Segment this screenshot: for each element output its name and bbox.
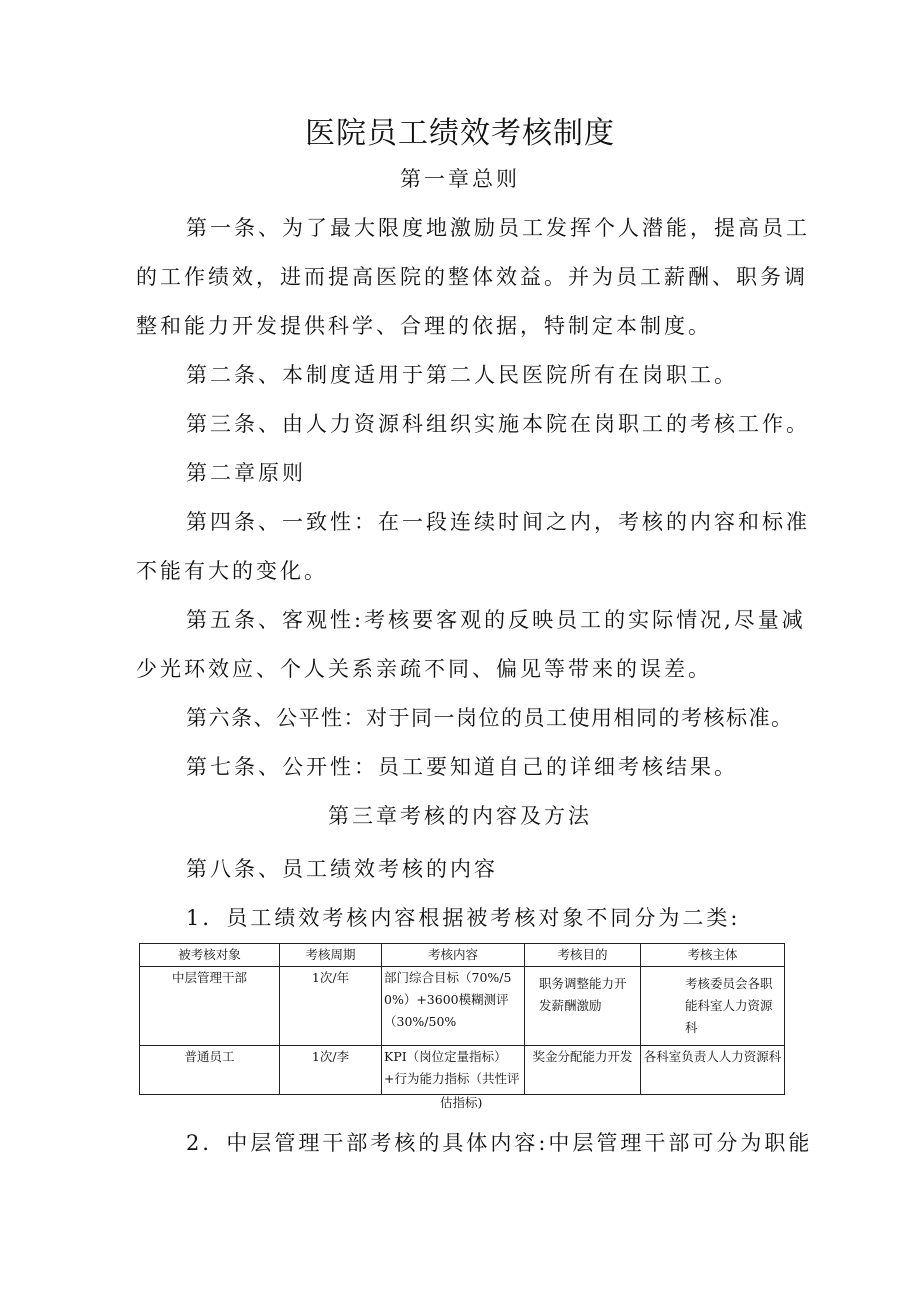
article-text: 少光环效应、个人关系亲疏不同、偏见等带来的误差。: [136, 657, 712, 681]
document-title: 医院员工绩效考核制度: [305, 116, 615, 151]
table-overflow-text: 估指标): [440, 1095, 483, 1110]
article-text: 第八条、员工绩效考核的内容: [186, 857, 498, 881]
table-header-cell: 考核主体: [641, 944, 785, 967]
chapter-heading: 第二章原则: [186, 461, 306, 485]
article-text: 不能有大的变化。: [136, 559, 328, 583]
article-text: 的工作绩效，进而提高医院的整体效益。并为员工薪酬、职务调: [136, 265, 808, 289]
table-header-cell: 被考核对象: [140, 944, 280, 967]
article-text: 整和能力开发提供科学、合理的依据，特制定本制度。: [136, 314, 712, 338]
table-cell: 奖金分配能力开发: [525, 1046, 641, 1095]
chapter-heading: 第三章考核的内容及方法: [328, 804, 592, 828]
table-header-cell: 考核周期: [280, 944, 382, 967]
list-item: 1．员工绩效考核内容根据被考核对象不同分为二类:: [186, 906, 741, 930]
table-cell: KPI（岗位定量指标）+行为能力指标（共性评: [382, 1046, 525, 1095]
assessment-table: [139, 943, 785, 1095]
article-text: 第二条、本制度适用于第二人民医院所有在岗职工。: [186, 363, 738, 387]
article-text: 第六条、公平性：对于同一岗位的员工使用相同的考核标准。: [186, 706, 794, 730]
article-text: 第五条、客观性:考核要客观的反映员工的实际情况,尽量减: [186, 608, 806, 632]
table-row: [140, 1046, 785, 1095]
table-cell: 考核委员会各职能科室人力资源科: [641, 967, 785, 1046]
article-text: 第三条、由人力资源科组织实施本院在岗职工的考核工作。: [186, 412, 810, 436]
table-header-row: [140, 944, 785, 967]
table-row: [140, 967, 785, 1046]
table-cell: 中层管理干部: [140, 967, 280, 1046]
table-cell: 职务调整能力开发薪酬激励: [525, 967, 641, 1046]
article-text: 第七条、公开性：员工要知道自己的详细考核结果。: [186, 755, 738, 779]
table-cell: 部门综合目标（70%/50%）+3600模糊测评（30%/50%: [382, 967, 525, 1046]
table-header-cell: 考核内容: [382, 944, 525, 967]
article-text: 第四条、一致性：在一段连续时间之内，考核的内容和标准: [186, 510, 810, 534]
table-cell: 普通员工: [140, 1046, 280, 1095]
table-header-cell: 考核目的: [525, 944, 641, 967]
article-text: 第一条、为了最大限度地激励员工发挥个人潜能，提高员工: [186, 216, 810, 240]
chapter-heading: 第一章总则: [400, 167, 520, 191]
table-cell: 1次/年: [280, 967, 382, 1046]
list-item: 2．中层管理干部考核的具体内容:中层管理干部可分为职能: [186, 1131, 813, 1155]
table-cell: 1次/李: [280, 1046, 382, 1095]
table-cell: 各科室负责人人力资源科: [641, 1046, 785, 1095]
